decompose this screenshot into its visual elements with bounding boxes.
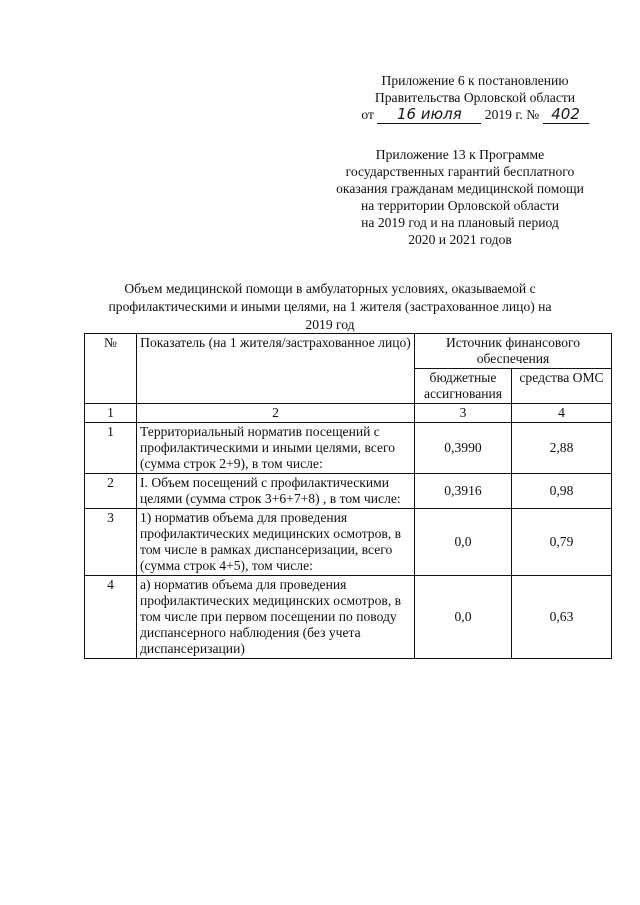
title-line: Объем медицинской помощи в амбулаторных условиях, оказываемой с: [124, 281, 536, 296]
table-row: [85, 576, 612, 659]
index-cell: 1: [85, 404, 137, 423]
date-field: [377, 106, 481, 124]
row-oms-value: 0,63: [512, 576, 612, 659]
row-budget-value: 0,0: [415, 509, 512, 576]
title-line: профилактическими и иными целями, на 1 жителя (застрахованное лицо) на: [108, 299, 552, 314]
program-header: [300, 146, 620, 248]
header-indicator: Показатель (на 1 жителя/застрахованное лицо): [137, 334, 415, 404]
row-indicator: 1) норматив объема для проведения профилактических медицинских осмотров, в том числе в рамках диспансеризации, всего (сумма строк 4+5), том числе:: [137, 509, 415, 576]
row-number: 4: [85, 576, 137, 659]
row-indicator: I. Объем посещений с профилактическими целями (сумма строк 3+6+7+8) , в том числе:: [137, 474, 415, 509]
row-oms-value: 0,98: [512, 474, 612, 509]
row-oms-value: 2,88: [512, 423, 612, 474]
index-cell: 3: [415, 404, 512, 423]
program-header-line: 2020 и 2021 годов: [408, 232, 512, 247]
number-field: [543, 106, 589, 124]
resolution-header: [330, 72, 620, 124]
row-indicator: Территориальный норматив посещений с профилактическими и иными целями, всего (сумма строк 2+9), в том числе:: [137, 423, 415, 474]
index-cell: 2: [137, 404, 415, 423]
header-oms: средства ОМС: [512, 369, 612, 404]
header-num: №: [85, 334, 137, 404]
row-budget-value: 0,3916: [415, 474, 512, 509]
table-body: [85, 423, 612, 659]
table-header-row: [85, 334, 612, 369]
row-number: 2: [85, 474, 137, 509]
program-header-line: государственных гарантий бесплатного: [345, 164, 575, 179]
date-prefix: от: [361, 107, 374, 122]
row-indicator: а) норматив объема для проведения профилактических медицинских осмотров, в том числе при первом посещении по поводу диспансерного наблюдения (без учета диспансеризации): [137, 576, 415, 659]
resolution-date-line: [330, 106, 620, 124]
volume-table: [84, 333, 612, 659]
program-header-line: Приложение 13 к Программе: [375, 147, 545, 162]
resolution-header-line2: Правительства Орловской области: [374, 90, 576, 105]
resolution-header-line1: Приложение 6 к постановлению: [381, 73, 569, 88]
index-cell: 4: [512, 404, 612, 423]
title-line: 2019 год: [305, 317, 355, 332]
table-row: [85, 509, 612, 576]
row-budget-value: 0,0: [415, 576, 512, 659]
row-number: 3: [85, 509, 137, 576]
table-row: [85, 423, 612, 474]
header-budget: бюджетные ассигнования: [415, 369, 512, 404]
row-budget-value: 0,3990: [415, 423, 512, 474]
table-row: [85, 474, 612, 509]
program-header-line: оказания гражданам медицинской помощи: [336, 181, 584, 196]
handwritten-date: 16 июля: [396, 105, 462, 123]
date-year: 2019 г. №: [484, 107, 540, 122]
handwritten-number: 402: [551, 105, 580, 123]
table-index-row: [85, 404, 612, 423]
row-number: 1: [85, 423, 137, 474]
document-title: [95, 280, 565, 334]
program-header-line: на 2019 год и на плановый период: [361, 215, 559, 230]
row-oms-value: 0,79: [512, 509, 612, 576]
header-source: Источник финансового обеспечения: [415, 334, 612, 369]
program-header-line: на территории Орловской области: [360, 198, 560, 213]
